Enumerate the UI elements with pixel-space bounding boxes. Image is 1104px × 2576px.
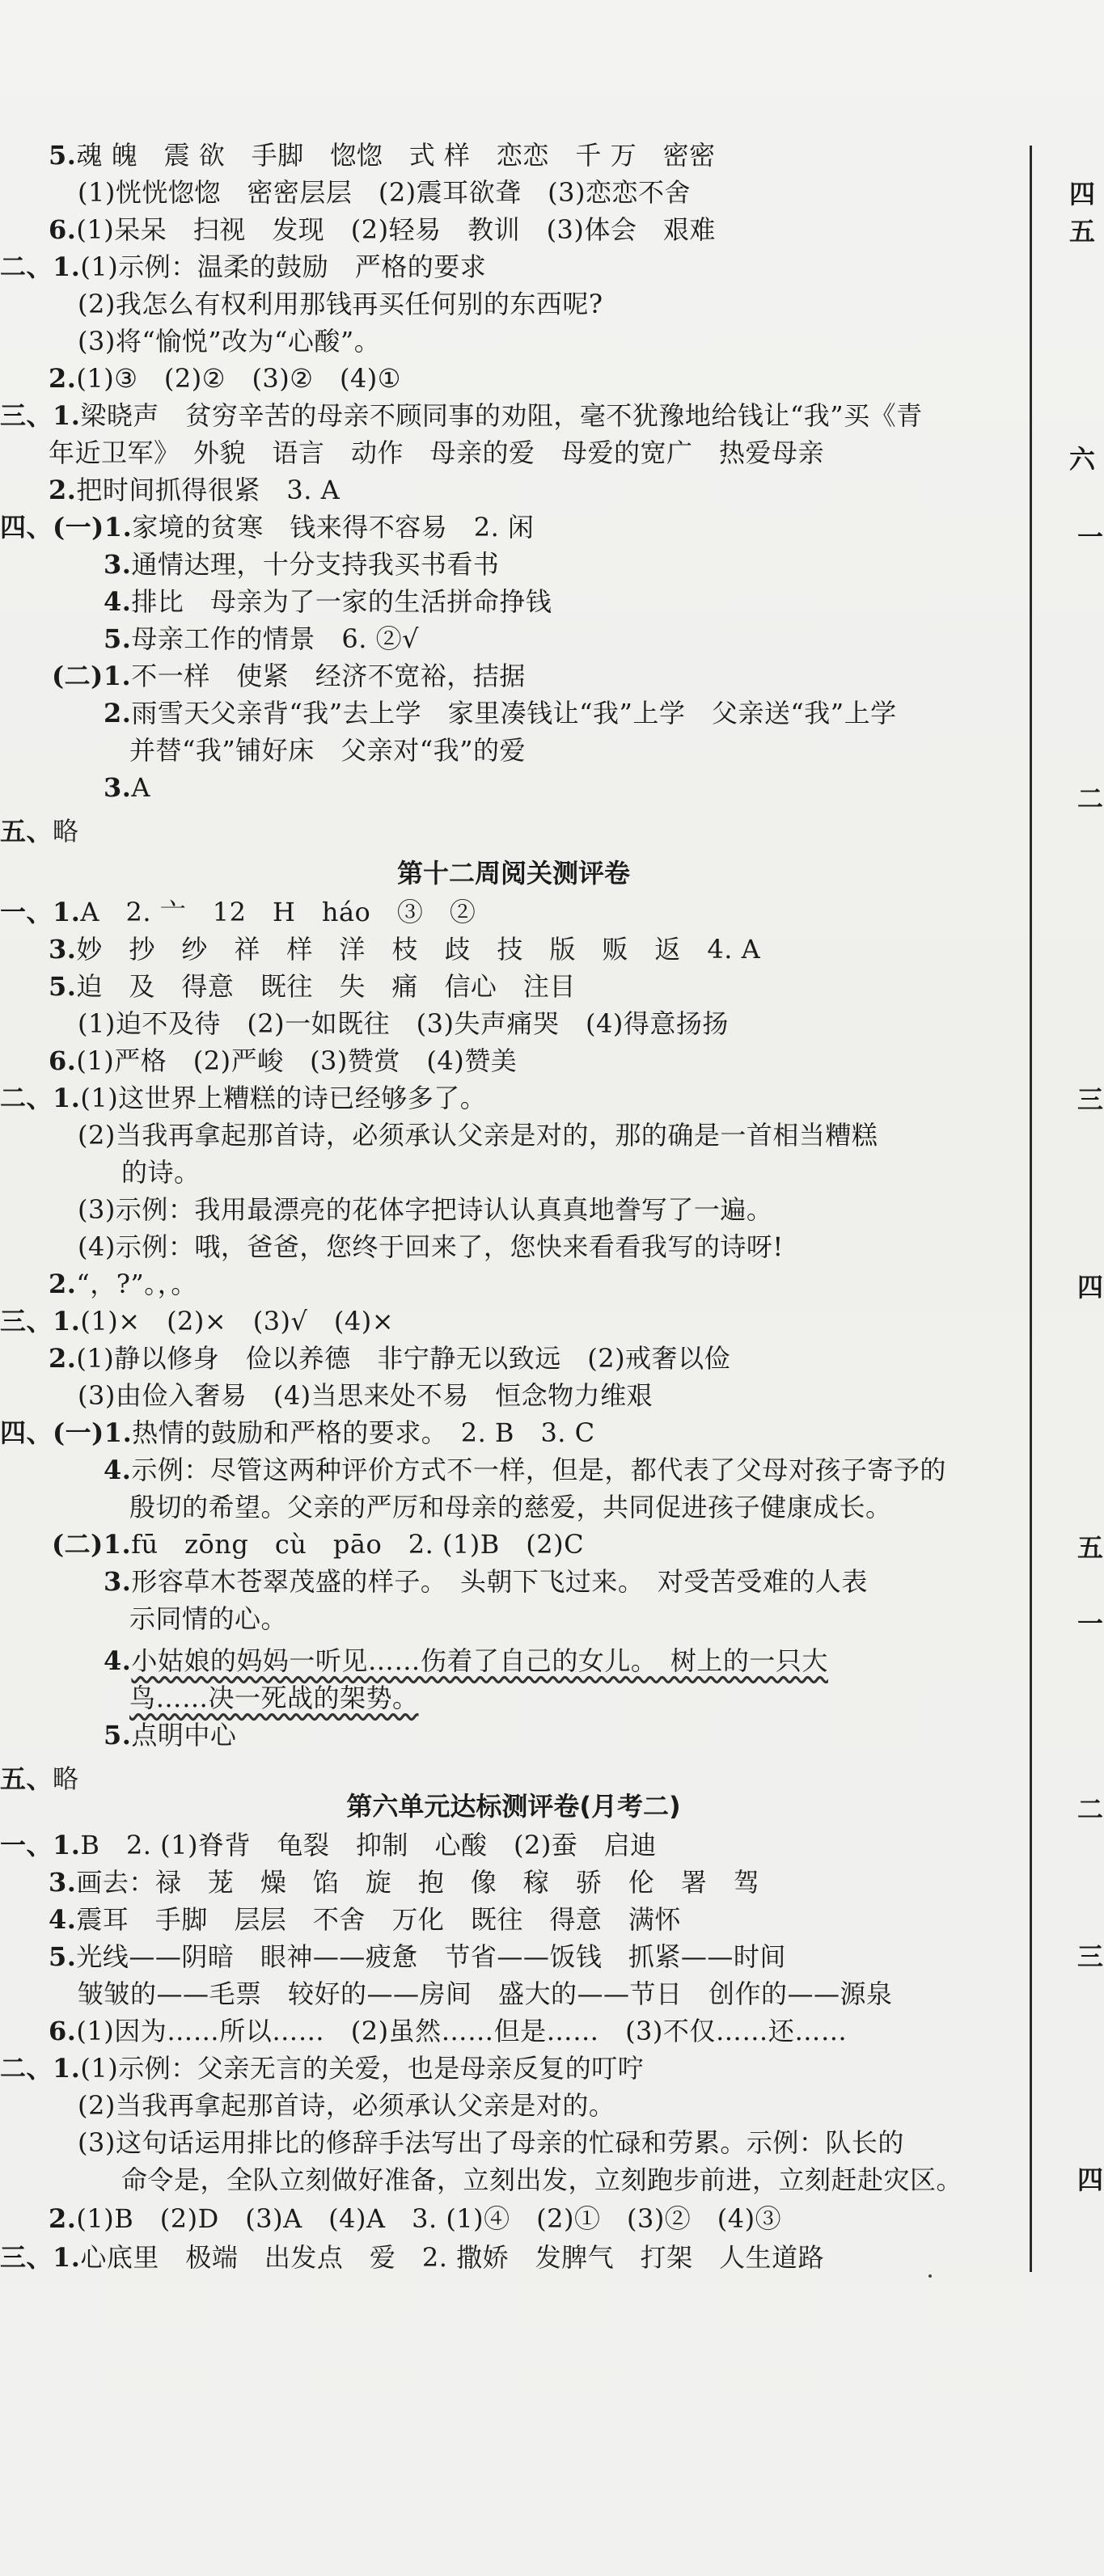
answer-line: 的诗。	[121, 1157, 201, 1188]
right-column-fragment: 五	[1069, 216, 1096, 247]
answer-line: (3)示例：我用最漂亮的花体字把诗认认真真地誊写了一遍。	[78, 1194, 773, 1225]
answer-line: (1)恍恍惚惚 密密层层 (2)震耳欲聋 (3)恋恋不舍	[78, 177, 691, 208]
answer-line: 2.(1)③ (2)② (3)② (4)①	[49, 363, 401, 394]
answer-line: 三、1.(1)× (2)× (3)√ (4)×	[0, 1306, 395, 1337]
answer-line: 皱皱的——毛票 较好的——房间 盛大的——节日 创作的——源泉	[78, 1978, 893, 2009]
section-title: 第六单元达标测评卷(月考二)	[346, 1791, 681, 1822]
answer-line: 四、(一)1.热情的鼓励和严格的要求。 2. B 3. C	[0, 1417, 595, 1448]
answer-line: 6.(1)严格 (2)严峻 (3)赞赏 (4)赞美	[49, 1045, 518, 1076]
answer-line: 4.示例：尽管这两种评价方式不一样，但是，都代表了父母对孩子寄予的	[104, 1455, 946, 1485]
answer-line: (4)示例：哦，爸爸，您终于回来了，您快来看看我写的诗呀!	[78, 1231, 784, 1262]
answer-line: 2.把时间抓得很紧 3. A	[49, 475, 341, 505]
answer-line: 4.排比 母亲为了一家的生活拼命挣钱	[104, 586, 552, 617]
answer-line: (2)当我再拿起那首诗，必须承认父亲是对的。	[78, 2090, 615, 2121]
answer-line: 年近卫军》 外貌 语言 动作 母亲的爱 母爱的宽广 热爱母亲	[49, 437, 825, 468]
answer-line: 一、1.B 2. (1)脊背 龟裂 抑制 心酸 (2)蚕 启迪	[0, 1830, 657, 1860]
answer-line: 三、1.心底里 极端 出发点 爱 2. 撒娇 发脾气 打架 人生道路	[0, 2242, 825, 2273]
answer-line: (3)这句话运用排比的修辞手法写出了母亲的忙碌和劳累。示例：队长的	[78, 2127, 904, 2158]
answer-line: 5.迫 及 得意 既往 失 痛 信心 注目	[49, 971, 576, 1002]
answer-line: (二)1.不一样 使紧 经济不宽裕，拮据	[52, 661, 526, 691]
answer-line: 3.A	[104, 772, 151, 803]
answer-line: 5.点明中心	[104, 1720, 237, 1750]
answer-line: 2.“，?”。，。	[49, 1269, 197, 1299]
answer-line: (二)1.fū zōng cù pāo 2. (1)B (2)C	[52, 1529, 585, 1560]
section-title: 第十二周阅关测评卷	[396, 858, 630, 889]
right-column-fragment: 六	[1069, 444, 1096, 475]
answer-line: 五、略	[0, 1763, 79, 1794]
answer-line-underlined: 4.小姑娘的妈妈一听见……伤着了自己的女儿。 树上的一只大	[104, 1645, 828, 1676]
answer-line: (3)由俭入奢易 (4)当思来处不易 恒念物力维艰	[78, 1380, 654, 1411]
answer-line: 三、1.梁晓声 贫穷辛苦的母亲不顾同事的劝阻，毫不犹豫地给钱让“我”买《青	[0, 400, 923, 431]
answer-line: 5.魂 魄 震 欲 手脚 惚惚 式 样 恋恋 千 万 密密	[49, 140, 716, 171]
answer-line: 示同情的心。	[129, 1603, 288, 1634]
answer-line-underlined: 鸟……决一死战的架势。	[129, 1683, 419, 1713]
answer-line: 5.母亲工作的情景 6. ②√	[104, 623, 420, 654]
answer-line: 并替“我”铺好床 父亲对“我”的爱	[129, 735, 526, 766]
answer-line: 二、1.(1)示例：父亲无言的关爱，也是母亲反复的叮咛	[0, 2053, 645, 2084]
answer-line: 2.雨雪天父亲背“我”去上学 家里凑钱让“我”上学 父亲送“我”上学	[104, 698, 897, 728]
right-column-fragment: 三	[1077, 1941, 1104, 1972]
right-column-fragment: 二	[1077, 783, 1104, 814]
answer-line: (2)我怎么有权利用那钱再买任何别的东西呢?	[78, 289, 603, 319]
answer-line: 5.光线——阴暗 眼神——疲惫 节省——饭钱 抓紧——时间	[49, 1941, 786, 1972]
answer-line: 3.画去：禄 茏 燥 馅 旋 抱 像 稼 骄 伦 署 驾	[49, 1867, 760, 1898]
right-column-fragment: 五	[1077, 1532, 1104, 1563]
column-divider	[1030, 146, 1032, 2272]
right-column-fragment: 一	[1077, 1608, 1104, 1639]
answer-line: (1)迫不及待 (2)一如既往 (3)失声痛哭 (4)得意扬扬	[78, 1008, 729, 1039]
answer-line: 五、略	[0, 816, 79, 847]
answer-line: 3.通情达理，十分支持我买书看书	[104, 549, 500, 580]
answer-line: 2.(1)静以修身 俭以养德 非宁静无以致远 (2)戒奢以俭	[49, 1343, 731, 1374]
answer-line: 6.(1)因为……所以…… (2)虽然……但是…… (3)不仅……还……	[49, 2016, 848, 2046]
answer-line: 命令是，全队立刻做好准备，立刻出发，立刻跑步前进，立刻赶赴灾区。	[121, 2164, 963, 2195]
answer-line: 一、1.A 2. 亠 12 H háo ③ ②	[0, 897, 476, 927]
right-column-fragment: 一	[1077, 522, 1104, 552]
answer-line: 四、(一)1.家境的贫寒 钱来得不容易 2. 闲	[0, 512, 535, 543]
right-column-fragment: 四	[1069, 179, 1096, 209]
answer-line: 殷切的希望。父亲的严厉和母亲的慈爱，共同促进孩子健康成长。	[129, 1492, 892, 1522]
answer-line: 6.(1)呆呆 扫视 发现 (2)轻易 教训 (3)体会 艰难	[49, 214, 716, 245]
right-column-fragment: 四	[1077, 1272, 1104, 1303]
stray-dot	[928, 2274, 932, 2278]
answer-line: (3)将“愉悦”改为“心酸”。	[78, 326, 381, 357]
right-column-fragment: 二	[1077, 1794, 1104, 1825]
answer-line: 二、1.(1)示例：温柔的鼓励 严格的要求	[0, 251, 487, 282]
answer-line: 3.妙 抄 纱 祥 样 洋 枝 歧 技 版 贩 返 4. A	[49, 934, 761, 965]
answer-line: (2)当我再拿起那首诗，必须承认父亲是对的，那的确是一首相当糟糕	[78, 1120, 878, 1151]
answer-line: 2.(1)B (2)D (3)A (4)A 3. (1)④ (2)① (3)② (4)③	[49, 2203, 782, 2234]
right-column-fragment: 三	[1077, 1084, 1104, 1115]
right-column-fragment: 四	[1077, 2164, 1104, 2195]
answer-line: 3.形容草木苍翠茂盛的样子。 头朝下飞过来。 对受苦受难的人表	[104, 1566, 868, 1597]
answer-line: 二、1.(1)这世界上糟糕的诗已经够多了。	[0, 1083, 487, 1113]
answer-line: 4.震耳 手脚 层层 不舍 万化 既往 得意 满怀	[49, 1904, 681, 1935]
